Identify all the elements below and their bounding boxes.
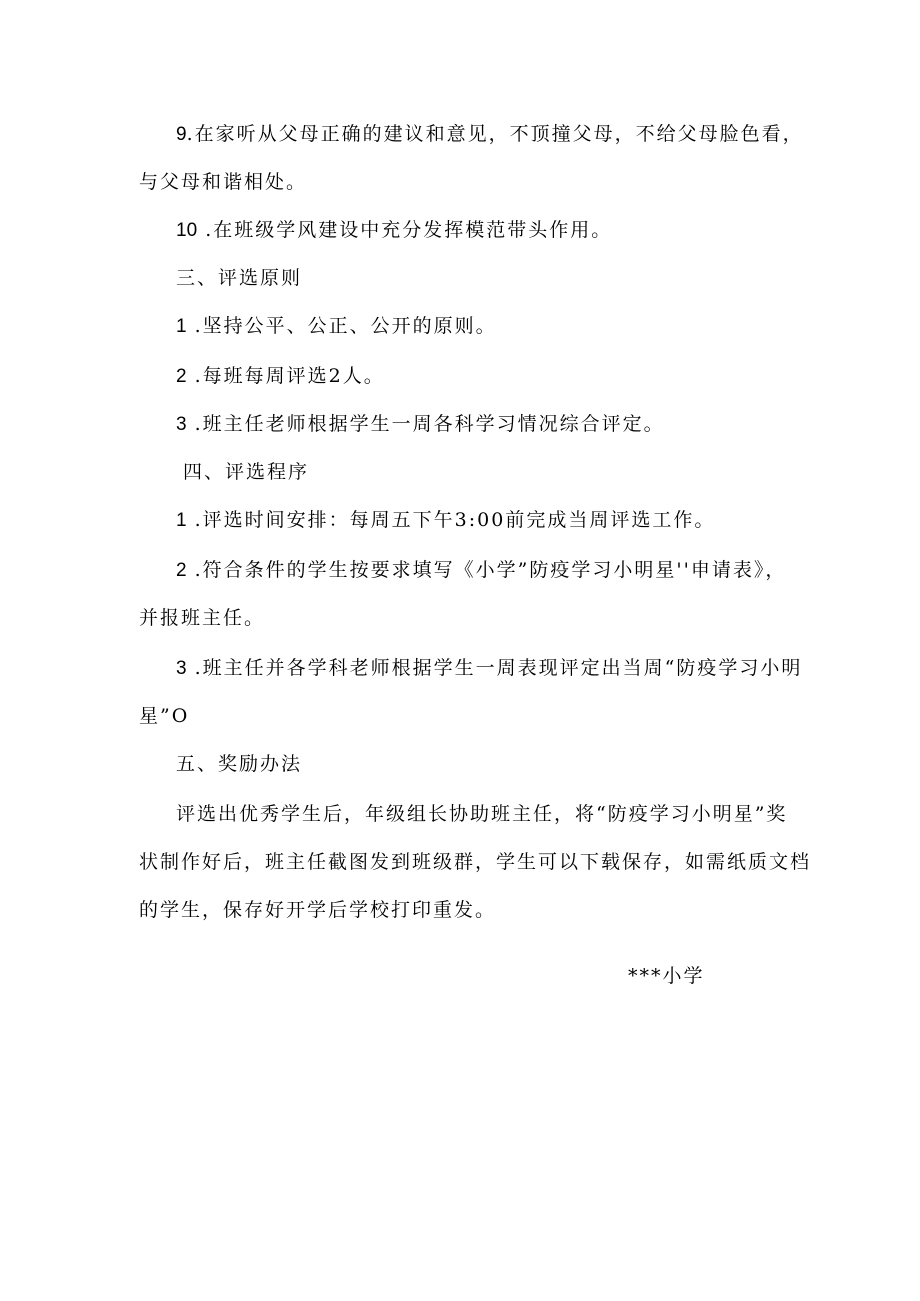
item-10: [176, 218, 612, 243]
section-5-heading: 五、奖励办法: [176, 753, 303, 775]
item-9-line-1: [176, 122, 804, 147]
item-9-text: .在家听从父母正确的建议和意见，不顶撞父母，不给父母脸色看，: [186, 123, 804, 145]
section-4-item-3-line-2: 星”O: [139, 705, 190, 727]
item-9-number: 9: [176, 124, 187, 145]
section-3-item-3: [176, 412, 665, 437]
section-3-item-1-text: .坚持公平、公正、公开的原则。: [194, 315, 497, 337]
section-4-item-3-line-1: [176, 656, 802, 681]
item-9-line-2: 与父母和谐相处。: [139, 171, 308, 193]
section-5-paragraph-line-1: 评选出优秀学生后，年级组长协助班主任，将“防疫学习小明星”奖: [176, 803, 788, 825]
section-4-item-2-number: 2: [176, 560, 187, 581]
section-3-item-2-text: .每班每周评选2人。: [194, 365, 385, 387]
section-4-heading: 四、评选程序: [183, 461, 310, 483]
section-4-item-3-text: .班主任并各学科老师根据学生一周表现评定出当周“防疫学习小明: [194, 657, 803, 679]
section-3-item-2: [176, 364, 385, 389]
section-4-item-1-text: .评选时间安排：每周五下午3:00前完成当周评选工作。: [194, 509, 716, 531]
section-3-item-1-number: 1: [176, 316, 187, 337]
item-10-text: .在班级学风建设中充分发挥模范带头作用。: [205, 219, 613, 241]
section-3-item-1: [176, 314, 497, 339]
section-4-item-1-number: 1: [176, 510, 187, 531]
section-3-item-3-text: .班主任老师根据学生一周各科学习情况综合评定。: [194, 413, 665, 435]
section-4-item-2-text: .符合条件的学生按要求填写《小学”防疫学习小明星''申请表》，: [194, 559, 787, 581]
section-4-item-2-line-1: [176, 558, 786, 583]
signature: ***小学: [628, 965, 705, 987]
section-5-paragraph-line-3: 的学生，保存好开学后学校打印重发。: [139, 899, 497, 921]
section-4-item-1: [176, 508, 715, 533]
section-4-item-2-line-2: 并报班主任。: [139, 607, 266, 629]
section-3-item-3-number: 3: [176, 414, 187, 435]
section-4-item-3-number: 3: [176, 658, 187, 679]
section-3-item-2-number: 2: [176, 366, 187, 387]
section-3-heading: 三、评选原则: [176, 267, 303, 289]
section-5-paragraph-line-2: 状制作好后，班主任截图发到班级群，学生可以下载保存，如需纸质文档: [139, 851, 812, 873]
item-10-number: 10: [176, 220, 198, 241]
